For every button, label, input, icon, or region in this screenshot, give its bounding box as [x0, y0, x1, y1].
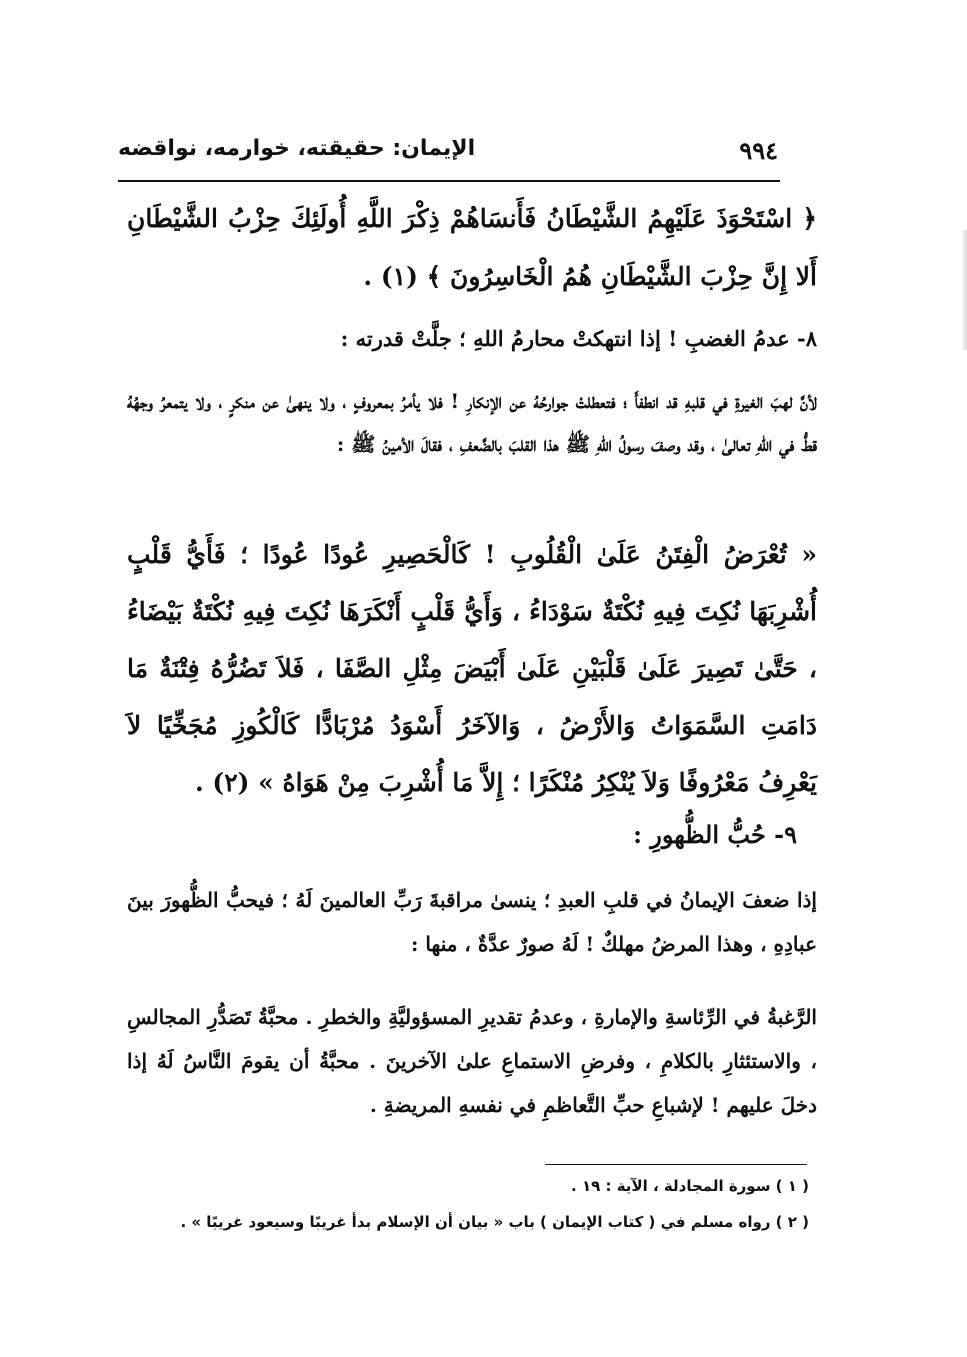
paragraph-3: الرَّغبةُ في الرِّئاسةِ والإمارةِ ، وعدمُ تقديرِ المسؤوليَّةِ والخطرِ . محبَّةُ تَصَدُّرِ المجالسِ ، والاستئثارِ بالكلامِ ، وفرضِ الاستماعِ علىٰ الآخرينَ . محبَّةُ أن يقومَ النَّاسُ لَهُ إذا دخلَ عليهم ! لإشباعِ حبِّ التَّعاظمِ في نفسهِ المريضةِ . — [127, 1005, 817, 1117]
footnote-rule — [545, 1164, 807, 1165]
page-header — [118, 130, 778, 180]
section-heading-9: ٩- حُبُّ الظُّهورِ : — [633, 820, 797, 849]
scan-edge — [961, 230, 967, 350]
quran-verse: ﴿ اسْتَحْوَذَ عَلَيْهِمُ الشَّيْطَانُ فَأَنسَاهُمْ ذِكْرَ اللَّهِ أُولَئِكَ حِزْبُ الشَّيْطَانِ أَلا إِنَّ حِزْبَ الشَّيْطَانِ هُمُ الْخَاسِرُونَ ﴾ (١) . — [127, 204, 817, 291]
paragraph-2: إذا ضعفَ الإيمانُ في قلبِ العبدِ ؛ ينسىٰ مراقبةَ رَبِّ العالمينَ لَهُ ؛ فيحبُّ الظُّهورَ بينَ عبادِهِ ، وهذا المرضُ مهلكٌ ! لَهُ صورٌ عدَّةٌ ، منها : — [127, 888, 817, 956]
page-number: ٩٩٤ — [739, 136, 778, 165]
paragraph-1: لأنَّ لهبَ الغيرةِ في قلبهِ قد انطفأَ ؛ فتعطلتْ جوارحُهُ عن الإنكارِ ! فلا يأمرُ بمعروفٍ ، ولا ينهىٰ عن منكرٍ ، ولا يتمعرُ وجهُهُ قطُّ في اللهِ تعالىٰ ، وقد وصفَ رسولُ اللهِ ﷺ هذا القلبَ بالضَّعفِ ، فقالَ الأمينُ ﷺ : — [127, 389, 817, 456]
hadith-quote: « تُعْرَضُ الْفِتَنُ عَلَىٰ الْقُلُوبِ ! كَالْحَصِيرِ عُودًا عُودًا ؛ فَأَيُّ قَلْبٍ أُشْرِبَهَا نُكِتَ فِيهِ نُكْتَةٌ سَوْدَاءُ ، وَأَيُّ قَلْبٍ أَنْكَرَهَا نُكِتَ فِيهِ نُكْتَةٌ بَيْضَاءُ ، حَتَّىٰ تَصِيرَ عَلَىٰ قَلْبَيْنِ عَلَىٰ أَبْيَضَ مِثْلِ الصَّفَا ، فَلاَ تَضُرُّهُ فِتْنَةٌ مَا دَامَتِ السَّمَوَاتُ وَالأَرْضُ ، وَالآخَرُ أَسْوَدُ مُرْبَادًّا كَالْكُوزِ مُجَخِّيًا لاَ يَعْرِفُ مَعْرُوفًا وَلاَ يُنْكِرُ مُنْكَرًا ؛ إِلاَّ مَا أُشْرِبَ مِنْ هَوَاهُ » (٢) . — [127, 540, 817, 797]
running-title: الإيمان: حقيقته، خوارمه، نواقضه — [118, 136, 476, 161]
section-heading-8: ٨- عدمُ الغضبِ ! إذا انتهكتْ محارمُ اللهِ ؛ جلَّتْ قدرته : — [340, 326, 817, 351]
footnotes — [119, 1168, 809, 1240]
footnote-2: ( ٢ ) رواه مسلم في ( كتاب الإيمان ) باب « بيان أن الإسلام بدأ غريبًا وسيعود غريبًا » . — [180, 1213, 809, 1231]
header-rule — [118, 180, 780, 182]
footnote-1: ( ١ ) سورة المجادلة ، الآية : ١٩ . — [571, 1177, 809, 1195]
